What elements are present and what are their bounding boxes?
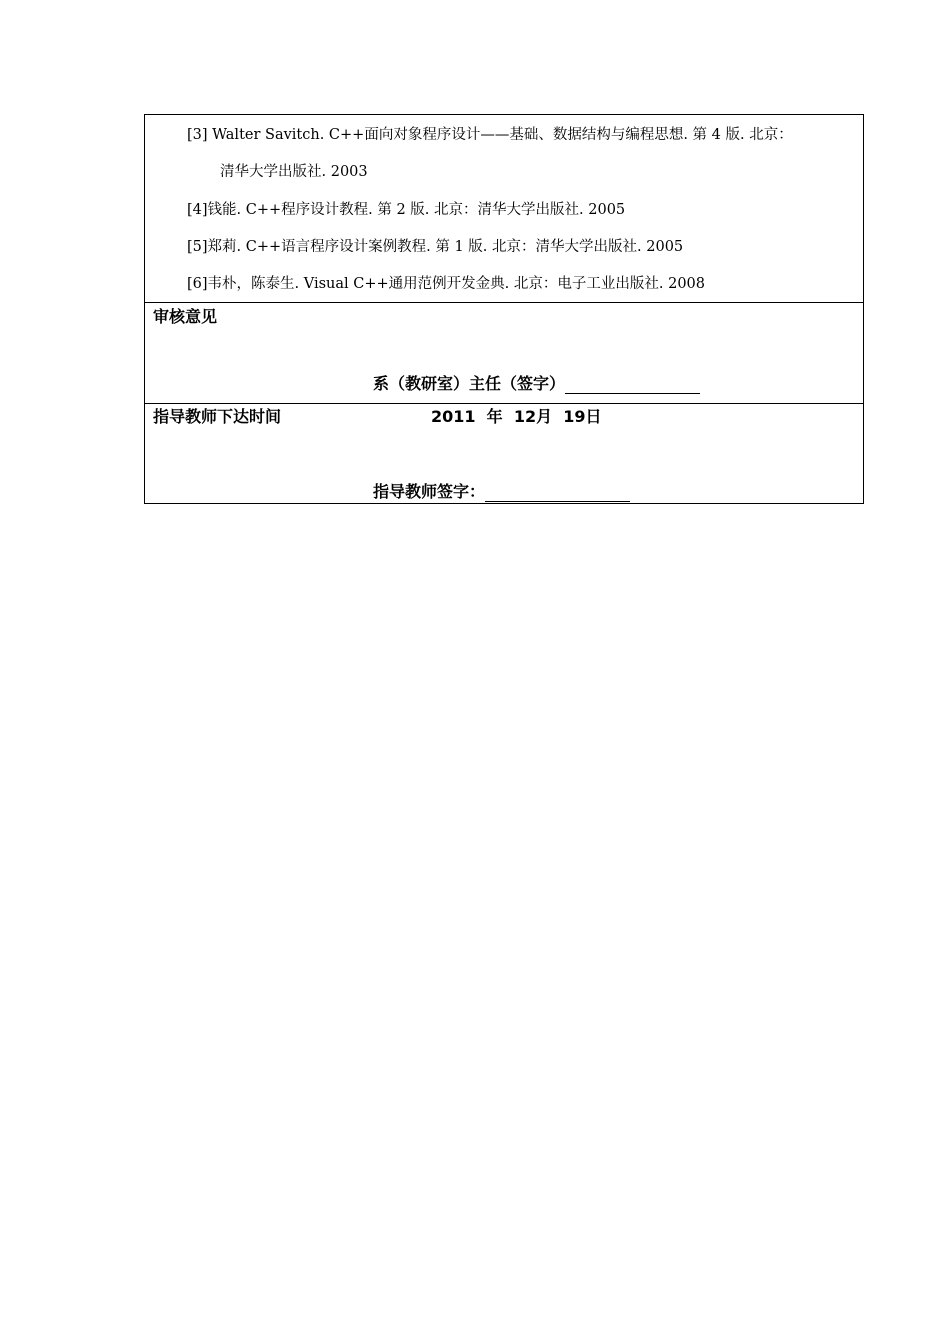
assignment-section [145, 404, 863, 503]
reference-5: [5]郑莉. C++语言程序设计案例教程. 第 1 版. 北京：清华大学出版社. 2005 [187, 239, 684, 255]
form-table [144, 114, 864, 504]
assignment-title: 指导教师下达时间 [153, 407, 282, 426]
teacher-signature [373, 482, 630, 502]
references-section [145, 115, 863, 303]
reference-4: [4]钱能. C++程序设计教程. 第 2 版. 北京：清华大学出版社. 2005 [187, 202, 626, 218]
teacher-signature-label: 指导教师签字： [373, 482, 486, 501]
reference-6: [6]韦朴，陈泰生. Visual C++通用范例开发金典. 北京：电子工业出版社. 2008 [187, 276, 706, 292]
assignment-date: 2011 年 12月 19日 [431, 407, 602, 426]
review-section [145, 303, 863, 404]
review-signature-line[interactable] [565, 375, 700, 394]
review-signature-label: 系（教研室）主任（签字） [373, 374, 566, 393]
reference-3-line-2: 清华大学出版社. 2003 [220, 164, 368, 180]
reference-3-line-1: [3] Walter Savitch. C++面向对象程序设计——基础、数据结构与编程思想. 第 4 版. 北京： [187, 127, 793, 143]
teacher-signature-line[interactable] [485, 483, 630, 502]
review-title: 审核意见 [153, 307, 218, 326]
review-signature [373, 374, 700, 394]
